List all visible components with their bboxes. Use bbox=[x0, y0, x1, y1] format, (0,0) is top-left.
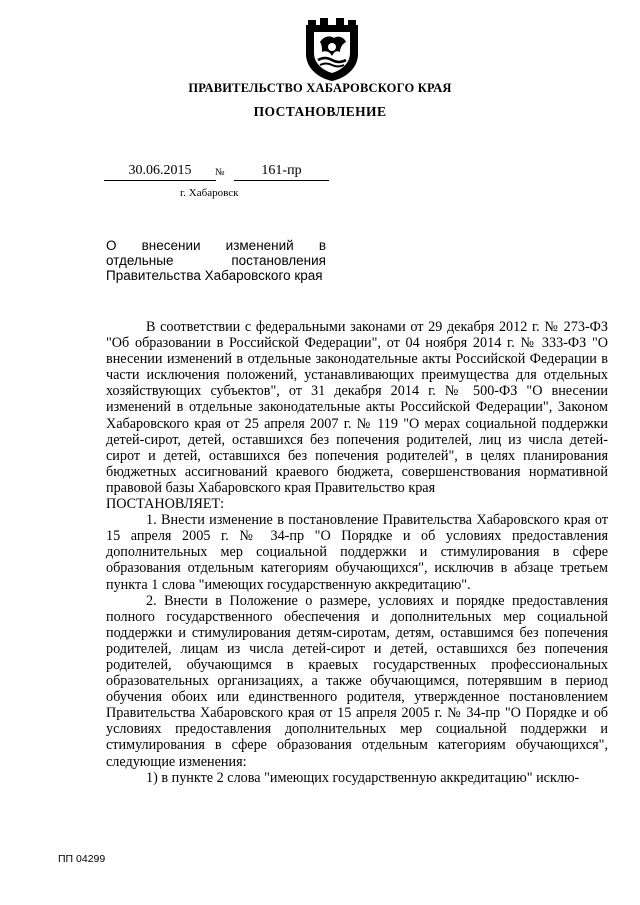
document-body bbox=[106, 319, 608, 786]
document-subject: О внесении изменений в отдельные постановления Правительства Хабаровского края bbox=[106, 238, 326, 283]
coat-of-arms-icon bbox=[300, 18, 364, 82]
footer-code: ПП 04299 bbox=[58, 853, 106, 865]
item-2-paragraph: 2. Внести в Положение о размере, условиях и порядке предоставления полного государственного обеспечения и дополнительных мер социальной поддержки и стимулирования детям-сиротам, детям, оставшимся без попечения родителей, лицам из числа детей-сирот и детей, оставшихся без попечения родителей, обучающимся в краевых государственных профессиональных образовательных организациях, а также обучающимся, потерявшим в период обучения обоих или единственного родителя, утвержденное постановлением Правительства Хабаровского края от 15 апреля 2005 г. № 34-пр "О Порядке и об условиях предоставления дополнительных мер социальной поддержки и стимулирования в сфере образования отдельным категориям обучающихся", следующие изменения: bbox=[106, 592, 608, 770]
document-city: г. Хабаровск bbox=[180, 187, 239, 199]
item-1-paragraph: 1. Внести изменение в постановление Правительства Хабаровского края от 15 апреля 2005 г. № 34-пр "О Порядке и об условиях предоставления дополнительных мер социальной поддержки и стимулирования в сфере образования отдельным категориям обучающихся", исключив в абзаце третьем пункта 1 слова "имеющих государственную аккредитацию". bbox=[106, 512, 608, 593]
number-sign: № bbox=[215, 167, 225, 178]
document-type-title: ПОСТАНОВЛЕНИЕ bbox=[253, 104, 387, 119]
document-number: 161-пр bbox=[234, 163, 329, 181]
government-title: ПРАВИТЕЛЬСТВО ХАБАРОВСКОГО КРАЯ bbox=[188, 81, 452, 95]
resolves-word: ПОСТАНОВЛЯЕТ: bbox=[106, 496, 225, 513]
document-date: 30.06.2015 bbox=[104, 163, 216, 181]
preamble-paragraph: В соответствии с федеральными законами от 29 декабря 2012 г. № 273-ФЗ "Об образовании в Российской Федерации", от 04 ноября 2014 г. № 333-ФЗ "О внесении изменений в отдельные законодательные акты Российской Федерации в части исключения положений, устанавливающих преимущества для отдельных хозяйствующих субъектов", от 31 декабря 2014 г. № 500-ФЗ "О внесении изменений в отдельные законодательные акты Российской Федерации", Законом Хабаровского края от 25 апреля 2007 г. № 119 "О мерах социальной поддержки детей-сирот, детей, оставшихся без попечения родителей, лиц из числа детей-сирот и детей, оставшихся без попечения родителей", в целях планирования бюджетных ассигнований краевого бюджета, совершенствования нормативной правовой базы Хабаровского края Правительство края bbox=[106, 319, 608, 496]
subitem-1-paragraph: 1) в пункте 2 слова "имеющих государственную аккредитацию" исклю- bbox=[146, 769, 580, 786]
